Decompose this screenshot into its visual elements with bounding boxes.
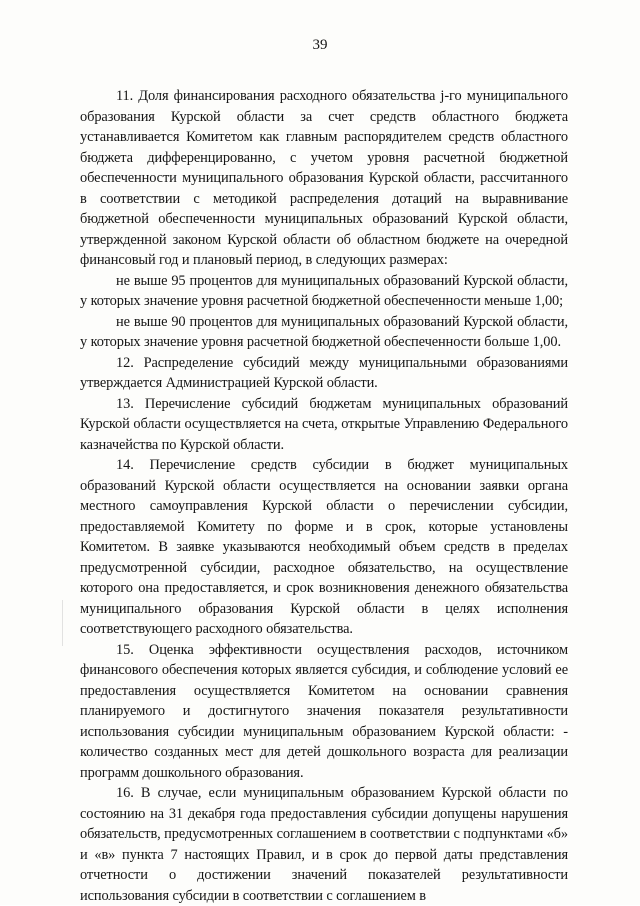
page-number: 39 xyxy=(312,37,328,53)
paragraph-13: 13. Перечисление субсидий бюджетам муниципальных образований Курской области осуществляется на счета, открытые Управлению Федерального казначейства по Курской области. xyxy=(80,395,568,453)
paragraph-11-item-95-percent: не выше 95 процентов для муниципальных образований Курской области, у которых значение уровня расчетной бюджетной обеспеченности меньше 1,00; xyxy=(80,272,568,309)
paragraph-12: 12. Распределение субсидий между муниципальными образованиями утверждается Администрацией Курской области. xyxy=(80,354,568,391)
scan-margin-mark xyxy=(62,600,63,646)
paragraph-16: 16. В случае, если муниципальным образованием Курской области по состоянию на 31 декабря года предоставления субсидии допущены нарушения обязательств, предусмотренных соглашением в соответствии с подпунктами «б» и «в» пункта 7 настоящих Правил, и в срок до первой даты представления отчетности о достижении значений показателей результативности использования субсидии в соответствии с соглашением в xyxy=(80,785,568,904)
paragraph-15: 15. Оценка эффективности осуществления расходов, источником финансового обеспечения которых является субсидия, и соблюдение условий ее предоставления осуществляется Комитетом на основании сравнения планируемого и достигнутого значения показателя результативности использования субсидии муниципальным образованием Курской области: - количество созданных мест для детей дошкольного возраста для реализации программ дошкольного образования. xyxy=(80,641,568,781)
document-body xyxy=(80,86,568,906)
paragraph-11: 11. Доля финансирования расходного обязательства j-го муниципального образования Курской области за счет средств областного бюджета устанавливается Комитетом как главным распорядителем средств областного бюджета дифференцированно, с учетом уровня расчетной бюджетной обеспеченности муниципального образования Курской области, рассчитанного в соответствии с методикой распределения дотаций на выравнивание бюджетной обеспеченности муниципальных образований Курской области, утвержденной законом Курской области об областном бюджете на очередной финансовый год и плановый период, в следующих размерах: xyxy=(80,88,568,268)
paragraph-11-item-90-percent: не выше 90 процентов для муниципальных образований Курской области, у которых значение уровня расчетной бюджетной обеспеченности больше 1,00. xyxy=(80,313,568,350)
paragraph-14: 14. Перечисление средств субсидии в бюджет муниципальных образований Курской области осуществляется на основании заявки органа местного самоуправления Курской области о перечислении субсидии, предоставляемой Комитету по форме и в срок, которые установлены Комитетом. В заявке указываются необходимый объем средств в пределах предусмотренной субсидии, расходное обязательство, на осуществление которого она предоставляется, и срок возникновения денежного обязательства муниципального образования Курской области в целях исполнения соответствующего расходного обязательства. xyxy=(80,457,568,637)
